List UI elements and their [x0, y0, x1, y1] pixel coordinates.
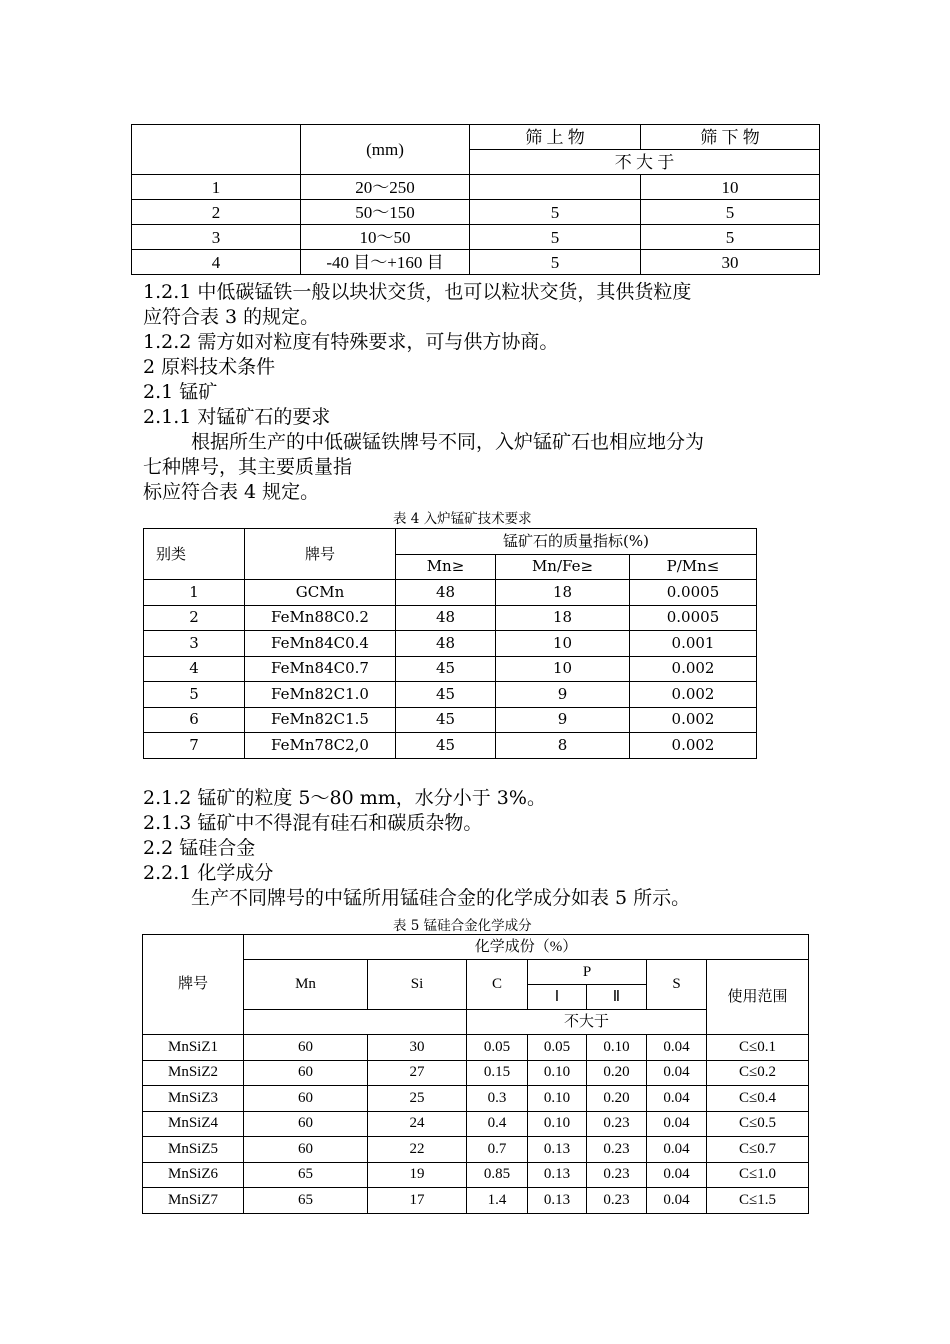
table-cell: FeMn82C1.5 — [245, 707, 396, 733]
table5-header-p: P — [528, 960, 647, 985]
table-cell: 50～150 — [301, 200, 470, 225]
paragraph-1-2-1-line2: 应符合表 3 的规定。 — [143, 306, 320, 328]
table-cell: 0.04 — [647, 1188, 707, 1214]
table5-header-blank — [244, 1010, 368, 1035]
table-cell: 7 — [144, 733, 245, 759]
table-cell: 60 — [244, 1111, 368, 1137]
table-cell: 60 — [244, 1086, 368, 1112]
table-cell: 30 — [641, 250, 820, 275]
body-text-line1: 根据所生产的中低碳锰铁牌号不同，入炉锰矿石也相应地分为 — [191, 431, 705, 453]
table-cell: 0.05 — [528, 1035, 587, 1061]
table-cell: MnSiZ2 — [143, 1060, 244, 1086]
table-row — [143, 1137, 809, 1163]
table-row — [143, 1060, 809, 1086]
table-cell: 1 — [132, 175, 301, 200]
table-cell: MnSiZ6 — [143, 1162, 244, 1188]
table-cell: 25 — [368, 1086, 467, 1112]
table-cell: 9 — [496, 682, 630, 708]
table-cell: 30 — [368, 1035, 467, 1061]
table3-header-oversize: 筛 上 物 — [470, 125, 641, 150]
mnsi-alloy-table — [142, 934, 809, 1214]
table-cell: MnSiZ4 — [143, 1111, 244, 1137]
table5-header-c: C — [467, 960, 528, 1010]
table-cell: 10 — [496, 631, 630, 657]
table-cell: 0.85 — [467, 1162, 528, 1188]
table-cell: 48 — [396, 631, 496, 657]
table-cell: FeMn84C0.4 — [245, 631, 396, 657]
table5-header-blank — [368, 1010, 467, 1035]
table-row — [144, 733, 757, 759]
table-cell: 0.10 — [528, 1086, 587, 1112]
granularity-table — [131, 124, 820, 275]
table-cell: 5 — [641, 200, 820, 225]
table-cell: 0.10 — [587, 1035, 647, 1061]
table-cell: MnSiZ7 — [143, 1188, 244, 1214]
table-cell: 0.4 — [467, 1111, 528, 1137]
table-cell: 20～250 — [301, 175, 470, 200]
table-cell: 22 — [368, 1137, 467, 1163]
table-row — [143, 1188, 809, 1214]
table-cell: 18 — [496, 605, 630, 631]
ore-requirements-table — [143, 528, 757, 759]
table-cell: 60 — [244, 1060, 368, 1086]
table-cell: 45 — [396, 707, 496, 733]
table-row — [143, 1111, 809, 1137]
heading-section-2-1: 2.1 锰矿 — [143, 381, 218, 403]
table-cell: C≤0.4 — [707, 1086, 809, 1112]
paragraph-1-2-2: 1.2.2 需方如对粒度有特殊要求，可与供方协商。 — [143, 331, 559, 353]
table-row — [144, 682, 757, 708]
table4-caption: 表 4 入炉锰矿技术要求 — [393, 511, 532, 527]
body-text-table5-intro: 生产不同牌号的中锰所用锰硅合金的化学成分如表 5 所示。 — [191, 887, 691, 909]
table-row — [144, 605, 757, 631]
table-cell: 10～50 — [301, 225, 470, 250]
table-cell: 1 — [144, 580, 245, 606]
table5-header-p2: Ⅱ — [587, 985, 647, 1010]
table-cell: 1.4 — [467, 1188, 528, 1214]
table-row — [143, 1035, 809, 1061]
table4-header-quality: 锰矿石的质量指标(%) — [396, 529, 757, 555]
table-cell: 0.002 — [630, 707, 757, 733]
table-cell: 60 — [244, 1137, 368, 1163]
table-cell: 0.001 — [630, 631, 757, 657]
table-cell: 5 — [144, 682, 245, 708]
table-cell: 0.0005 — [630, 580, 757, 606]
table-row — [132, 175, 820, 200]
table-row — [132, 200, 820, 225]
table4-header-mn: Mn≥ — [396, 554, 496, 580]
table-cell: 45 — [396, 733, 496, 759]
table-cell: 9 — [496, 707, 630, 733]
table-cell: 0.3 — [467, 1086, 528, 1112]
table-cell: 24 — [368, 1111, 467, 1137]
table-row — [144, 707, 757, 733]
text-block-1 — [143, 280, 704, 505]
table-cell: C≤0.7 — [707, 1137, 809, 1163]
table-cell: C≤0.1 — [707, 1035, 809, 1061]
table-cell: 5 — [470, 250, 641, 275]
table-cell: 0.20 — [587, 1086, 647, 1112]
table-cell: GCMn — [245, 580, 396, 606]
table5-header-mn: Mn — [244, 960, 368, 1010]
table-cell: 18 — [496, 580, 630, 606]
table-cell: C≤0.5 — [707, 1111, 809, 1137]
table-cell: 27 — [368, 1060, 467, 1086]
table5-header-si: Si — [368, 960, 467, 1010]
table5-header-chem: 化学成份（%） — [244, 935, 809, 960]
body-text-line2: 七种牌号，其主要质量指 — [143, 456, 353, 478]
table-cell: 4 — [132, 250, 301, 275]
table-cell: 6 — [144, 707, 245, 733]
table4-header-mn-fe: Mn/Fe≥ — [496, 554, 630, 580]
table-cell: 45 — [396, 656, 496, 682]
table-row — [143, 1086, 809, 1112]
table-cell: 0.23 — [587, 1111, 647, 1137]
table-cell: 5 — [470, 225, 641, 250]
table-cell: 0.04 — [647, 1060, 707, 1086]
table-cell: 0.04 — [647, 1111, 707, 1137]
table-cell: 2 — [144, 605, 245, 631]
table-cell: MnSiZ3 — [143, 1086, 244, 1112]
table-cell: 0.7 — [467, 1137, 528, 1163]
table-cell: FeMn78C2,0 — [245, 733, 396, 759]
table-cell: 0.13 — [528, 1162, 587, 1188]
table-cell: 0.002 — [630, 656, 757, 682]
table5-header-grade: 牌号 — [143, 935, 244, 1035]
table-cell: 0.0005 — [630, 605, 757, 631]
table-cell: -40 目～+160 目 — [301, 250, 470, 275]
table3-header-max: 不 大 于 — [470, 150, 820, 175]
table3-header-size: (mm) — [301, 125, 470, 175]
table-cell: 2 — [132, 200, 301, 225]
table4-header-class: 别类 — [144, 529, 245, 580]
table-cell: 4 — [144, 656, 245, 682]
table-cell: MnSiZ1 — [143, 1035, 244, 1061]
table-cell: 0.002 — [630, 733, 757, 759]
table5-header-range: 使用范围 — [707, 960, 809, 1035]
table-cell: 65 — [244, 1162, 368, 1188]
table-cell: 0.10 — [528, 1111, 587, 1137]
table-row — [144, 631, 757, 657]
table-cell: 0.20 — [587, 1060, 647, 1086]
table-row — [132, 225, 820, 250]
table-cell: 5 — [641, 225, 820, 250]
table-cell: 10 — [496, 656, 630, 682]
table-cell: 0.23 — [587, 1188, 647, 1214]
body-text-line3: 标应符合表 4 规定。 — [143, 481, 320, 503]
table-cell: 65 — [244, 1188, 368, 1214]
table-cell: 3 — [144, 631, 245, 657]
table5-caption: 表 5 锰硅合金化学成分 — [393, 918, 532, 934]
paragraph-2-1-2: 2.1.2 锰矿的粒度 5～80 mm，水分小于 3%。 — [143, 787, 546, 809]
table-cell: 45 — [396, 682, 496, 708]
table-cell: 0.04 — [647, 1162, 707, 1188]
table-cell: 0.13 — [528, 1188, 587, 1214]
table-cell: 3 — [132, 225, 301, 250]
table-cell: FeMn84C0.7 — [245, 656, 396, 682]
table4-header-grade: 牌号 — [245, 529, 396, 580]
table-cell: 60 — [244, 1035, 368, 1061]
table-row — [143, 1162, 809, 1188]
table-cell: 0.15 — [467, 1060, 528, 1086]
table-row — [144, 656, 757, 682]
table-cell: 8 — [496, 733, 630, 759]
table-cell: 48 — [396, 605, 496, 631]
table-row — [132, 250, 820, 275]
table-cell: 0.002 — [630, 682, 757, 708]
table-cell: FeMn82C1.0 — [245, 682, 396, 708]
table-cell: 19 — [368, 1162, 467, 1188]
table-row — [144, 580, 757, 606]
table-cell: C≤1.0 — [707, 1162, 809, 1188]
text-block-2 — [143, 786, 690, 911]
table-cell: 48 — [396, 580, 496, 606]
table5-header-max: 不大于 — [467, 1010, 707, 1035]
table-cell: 5 — [470, 200, 641, 225]
table-cell: 0.23 — [587, 1162, 647, 1188]
table-cell: C≤0.2 — [707, 1060, 809, 1086]
table5-header-p1: Ⅰ — [528, 985, 587, 1010]
table-cell — [470, 175, 641, 200]
table-cell: 0.13 — [528, 1137, 587, 1163]
heading-section-2-2-1: 2.2.1 化学成分 — [143, 862, 274, 884]
table-cell: 0.04 — [647, 1137, 707, 1163]
table-cell: 0.23 — [587, 1137, 647, 1163]
table3-header-blank — [132, 125, 301, 175]
table3-header-undersize: 筛 下 物 — [641, 125, 820, 150]
heading-section-2-2: 2.2 锰硅合金 — [143, 837, 256, 859]
heading-section-2: 2 原料技术条件 — [143, 356, 276, 378]
table-cell: 0.04 — [647, 1035, 707, 1061]
table-cell: 0.04 — [647, 1086, 707, 1112]
paragraph-1-2-1-line1: 1.2.1 中低碳锰铁一般以块状交货，也可以粒状交货，其供货粒度 — [143, 281, 692, 303]
table-cell: FeMn88C0.2 — [245, 605, 396, 631]
table-cell: 10 — [641, 175, 820, 200]
table4-header-p-mn: P/Mn≤ — [630, 554, 757, 580]
table5-header-s: S — [647, 960, 707, 1010]
table-cell: MnSiZ5 — [143, 1137, 244, 1163]
table-cell: C≤1.5 — [707, 1188, 809, 1214]
table-cell: 17 — [368, 1188, 467, 1214]
table-cell: 0.10 — [528, 1060, 587, 1086]
heading-section-2-1-1: 2.1.1 对锰矿石的要求 — [143, 406, 331, 428]
table-cell: 0.05 — [467, 1035, 528, 1061]
paragraph-2-1-3: 2.1.3 锰矿中不得混有硅石和碳质杂物。 — [143, 812, 483, 834]
